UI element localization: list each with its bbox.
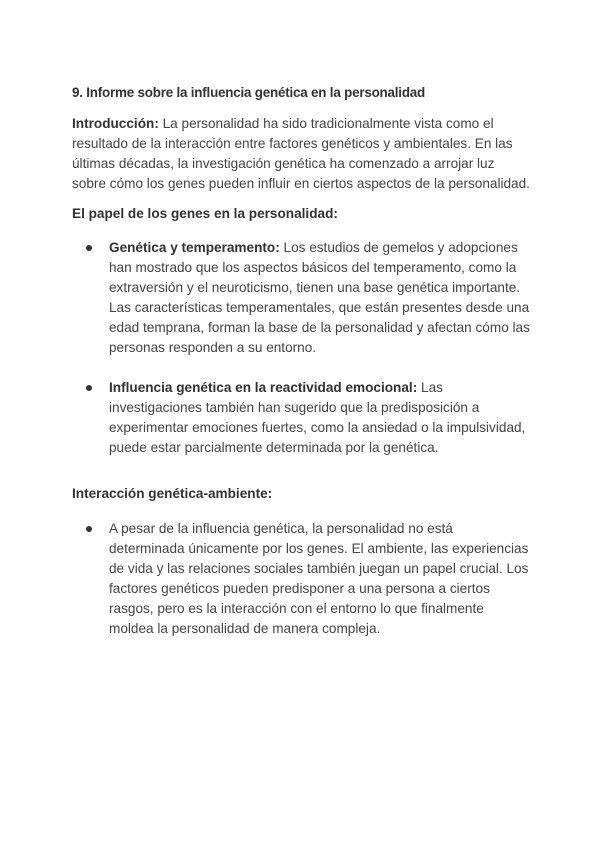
intro-label: Introducción: bbox=[72, 116, 159, 131]
item-text: Las investigaciones también han sugerido que la predisposición a experimentar emociones fuertes, como la ansiedad o la impulsividad, puede estar parcialmente determinada por la genética. bbox=[109, 380, 526, 455]
item-label: Influencia genética en la reactividad emocional: bbox=[109, 380, 418, 395]
genes-list bbox=[72, 238, 532, 458]
document-page bbox=[72, 84, 532, 639]
item-label: Genética y temperamento: bbox=[109, 240, 280, 255]
item-text: Los estudios de gemelos y adopciones han mostrado que los aspectos básicos del temperamento, como la extraversión y el neuroticismo, tienen una base genética importante. Las características temperamentales, que están presentes desde una edad temprana, forman la base de la personalidad y afectan cómo las personas responden a su entorno. bbox=[109, 240, 530, 355]
list-item bbox=[72, 238, 532, 358]
interaction-list bbox=[72, 519, 532, 639]
bullet-icon bbox=[86, 526, 92, 532]
document-title: 9. Informe sobre la influencia genética en la personalidad bbox=[72, 85, 426, 100]
list-item bbox=[72, 519, 532, 639]
intro-text: La personalidad ha sido tradicionalmente vista como el resultado de la interacción entre factores genéticos y ambientales. En las últimas décadas, la investigación genética ha comenzado a arrojar luz sobre cómo los genes pueden influir en ciertos aspectos de la personalidad. bbox=[72, 116, 530, 191]
intro-paragraph bbox=[72, 114, 532, 194]
section-heading-genes: El papel de los genes en la personalidad: bbox=[72, 206, 338, 221]
section-heading-interaction: Interacción genética-ambiente: bbox=[72, 486, 273, 501]
item-text: A pesar de la influencia genética, la personalidad no está determinada únicamente por los genes. El ambiente, las experiencias de vida y las relaciones sociales también juegan un papel crucial. Los factores genéticos pueden predisponer a una persona a ciertos rasgos, pero es la interacción con el entorno lo que finalmente moldea la personalidad de manera compleja. bbox=[109, 521, 529, 636]
bullet-icon bbox=[86, 385, 92, 391]
list-item bbox=[72, 378, 532, 458]
bullet-icon bbox=[86, 245, 92, 251]
